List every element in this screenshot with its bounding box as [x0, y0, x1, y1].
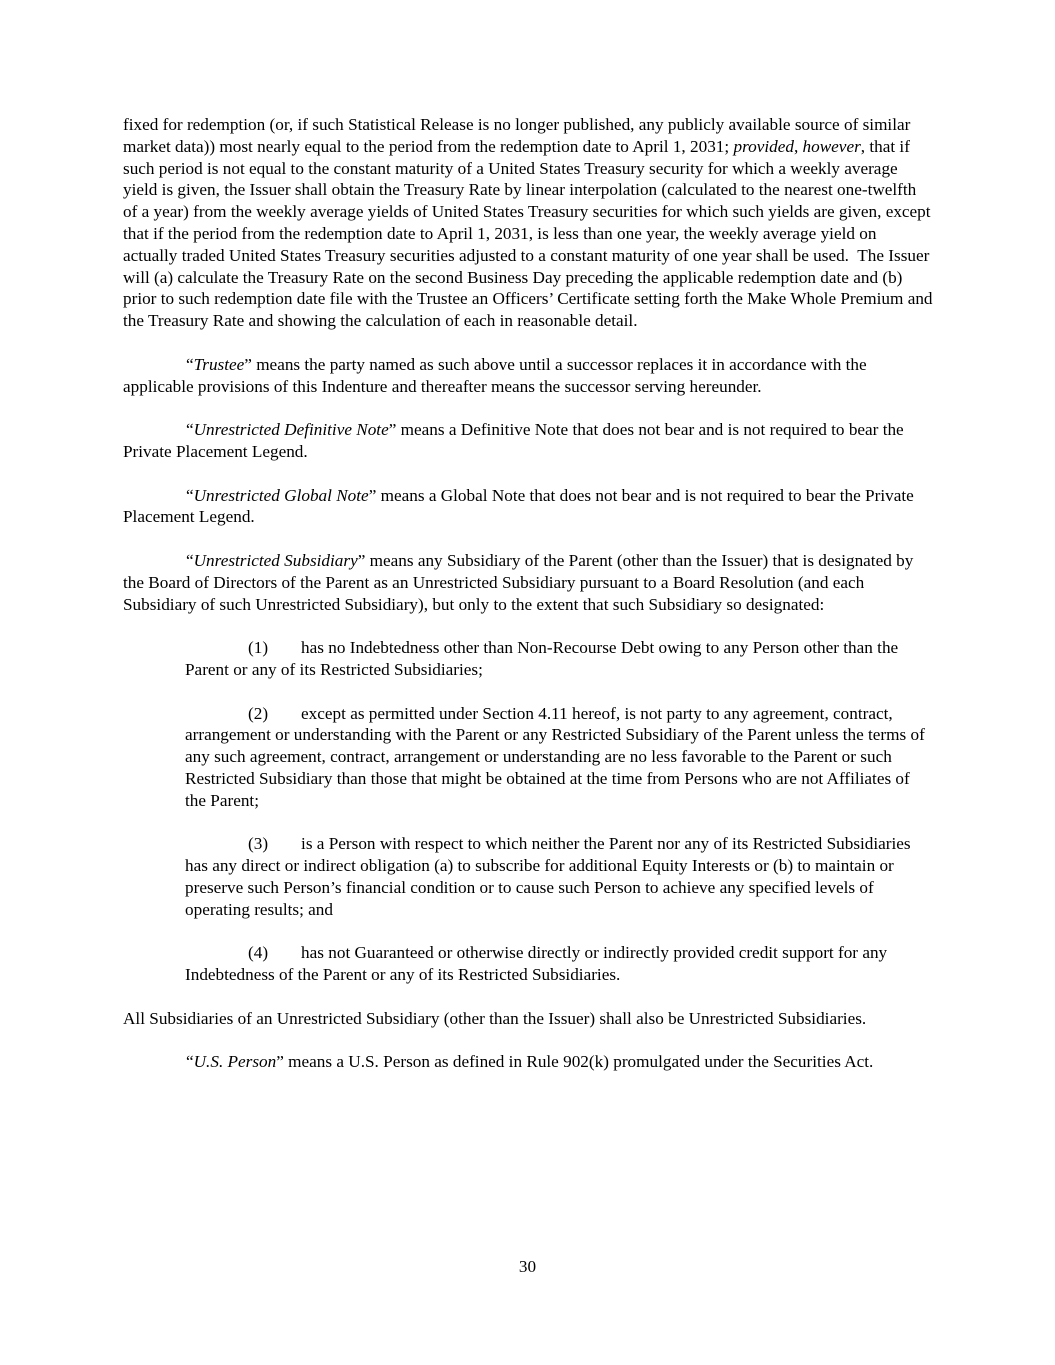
paragraph [123, 354, 933, 398]
text-run: is a Person with respect to which neither the Parent nor any of its Restricted Subsidiaries has any direct or indirect obligation (a) to subscribe for additional Equity Interests or (b) to maintain or preserve such Person’s financial condition or to cause such Person to achieve any specified levels of operating results; and [185, 834, 911, 919]
text-run: ” means the party named as such above until a successor replaces it in accordance with the applicable provisions of this Indenture and thereafter means the successor serving hereunder. [123, 354, 867, 396]
paragraph [123, 1008, 933, 1030]
text-run: has no Indebtedness other than Non-Recourse Debt owing to any Person other than the Parent or any of its Restricted Subsidiaries; [185, 638, 899, 679]
text-run: , [793, 136, 803, 156]
text-run: ” means any Subsidiary of the Parent (other than the Issuer) that is designated by the Board of Directors of the Parent as an Unrestricted Subsidiary pursuant to a Board Resolution (and each Subsidiary of such Unrestricted Subsidiary), but only to the extent that such Subsidiary so designated: [123, 550, 914, 614]
text-run: , that if such period is not equal to the constant maturity of a United States Treasury security for which a weekly average yield is given, the Issuer shall obtain the Treasury Rate by linear interpolation (calculated to the nearest one-twelfth of a year) from the weekly average yields of United States Treasury securities for which such yields are given, except that if the period from the redemption date to April 1, 2031, is less than one year, the weekly average yield on actually traded United States Treasury securities adjusted to a constant maturity of one year shall be used. The Issuer will (a) calculate the Treasury Rate on the second Business Day preceding the applicable redemption date and (b) prior to such redemption date file with the Trustee an Officers’ Certificate setting forth the Make Whole Premium and the Treasury Rate and showing the calculation of each in reasonable detail. [123, 136, 933, 331]
document-body [123, 114, 933, 1095]
text-run: “ [186, 420, 194, 440]
page-number: 30 [518, 1257, 537, 1276]
text-run: ” means a Global Note that does not bear and is not required to bear the Private Placement Legend. [123, 485, 914, 527]
defined-term: however [802, 136, 861, 156]
text-run: has not Guaranteed or otherwise directly or indirectly provided credit support for any Indebtedness of the Parent or any of its Restricted Subsidiaries. [185, 943, 888, 985]
text-run: “ [186, 1052, 194, 1072]
text-run: “ [186, 354, 194, 374]
paragraph [123, 485, 933, 529]
list-item [185, 703, 933, 812]
list-item-number: (4) [248, 943, 269, 963]
list-item [185, 942, 933, 986]
defined-term: Unrestricted Global Note [193, 485, 369, 505]
list-item-number: (2) [248, 703, 269, 723]
list-item-number: (1) [248, 638, 269, 658]
defined-term: Unrestricted Definitive Note [193, 420, 389, 440]
paragraph [123, 550, 933, 615]
text-run: “ [186, 550, 194, 570]
text-run: ” means a Definitive Note that does not bear and is not required to bear the Private Placement Legend. [123, 420, 904, 461]
text-run: ” means a U.S. Person as defined in Rule 902(k) promulgated under the Securities Act. [276, 1052, 874, 1072]
defined-term: Trustee [193, 354, 245, 374]
list-item [185, 833, 933, 920]
list-item-number: (3) [248, 834, 269, 854]
defined-term: Unrestricted Subsidiary [193, 550, 358, 570]
paragraph [123, 419, 933, 463]
text-run: All Subsidiaries of an Unrestricted Subsidiary (other than the Issuer) shall also be Unrestricted Subsidiaries. [123, 1008, 867, 1028]
text-run: “ [186, 485, 194, 505]
text-run: except as permitted under Section 4.11 hereof, is not party to any agreement, contract, arrangement or understanding with the Parent or any Restricted Subsidiary of the Parent unless the terms of any such agreement, contract, arrangement or understanding are no less favorable to the Parent or such Restricted Subsidiary than those that might be obtained at the time from Persons who are not Affiliates of the Parent; [185, 703, 925, 810]
defined-term: provided [733, 136, 794, 156]
defined-term: U.S. Person [193, 1052, 277, 1072]
text-run: fixed for redemption (or, if such Statistical Release is no longer published, any publicly available source of similar market data)) most nearly equal to the period from the redemption date to April 1, 2031; [123, 115, 911, 156]
paragraph [123, 114, 933, 332]
list-item [185, 637, 933, 681]
paragraph [123, 1051, 933, 1073]
